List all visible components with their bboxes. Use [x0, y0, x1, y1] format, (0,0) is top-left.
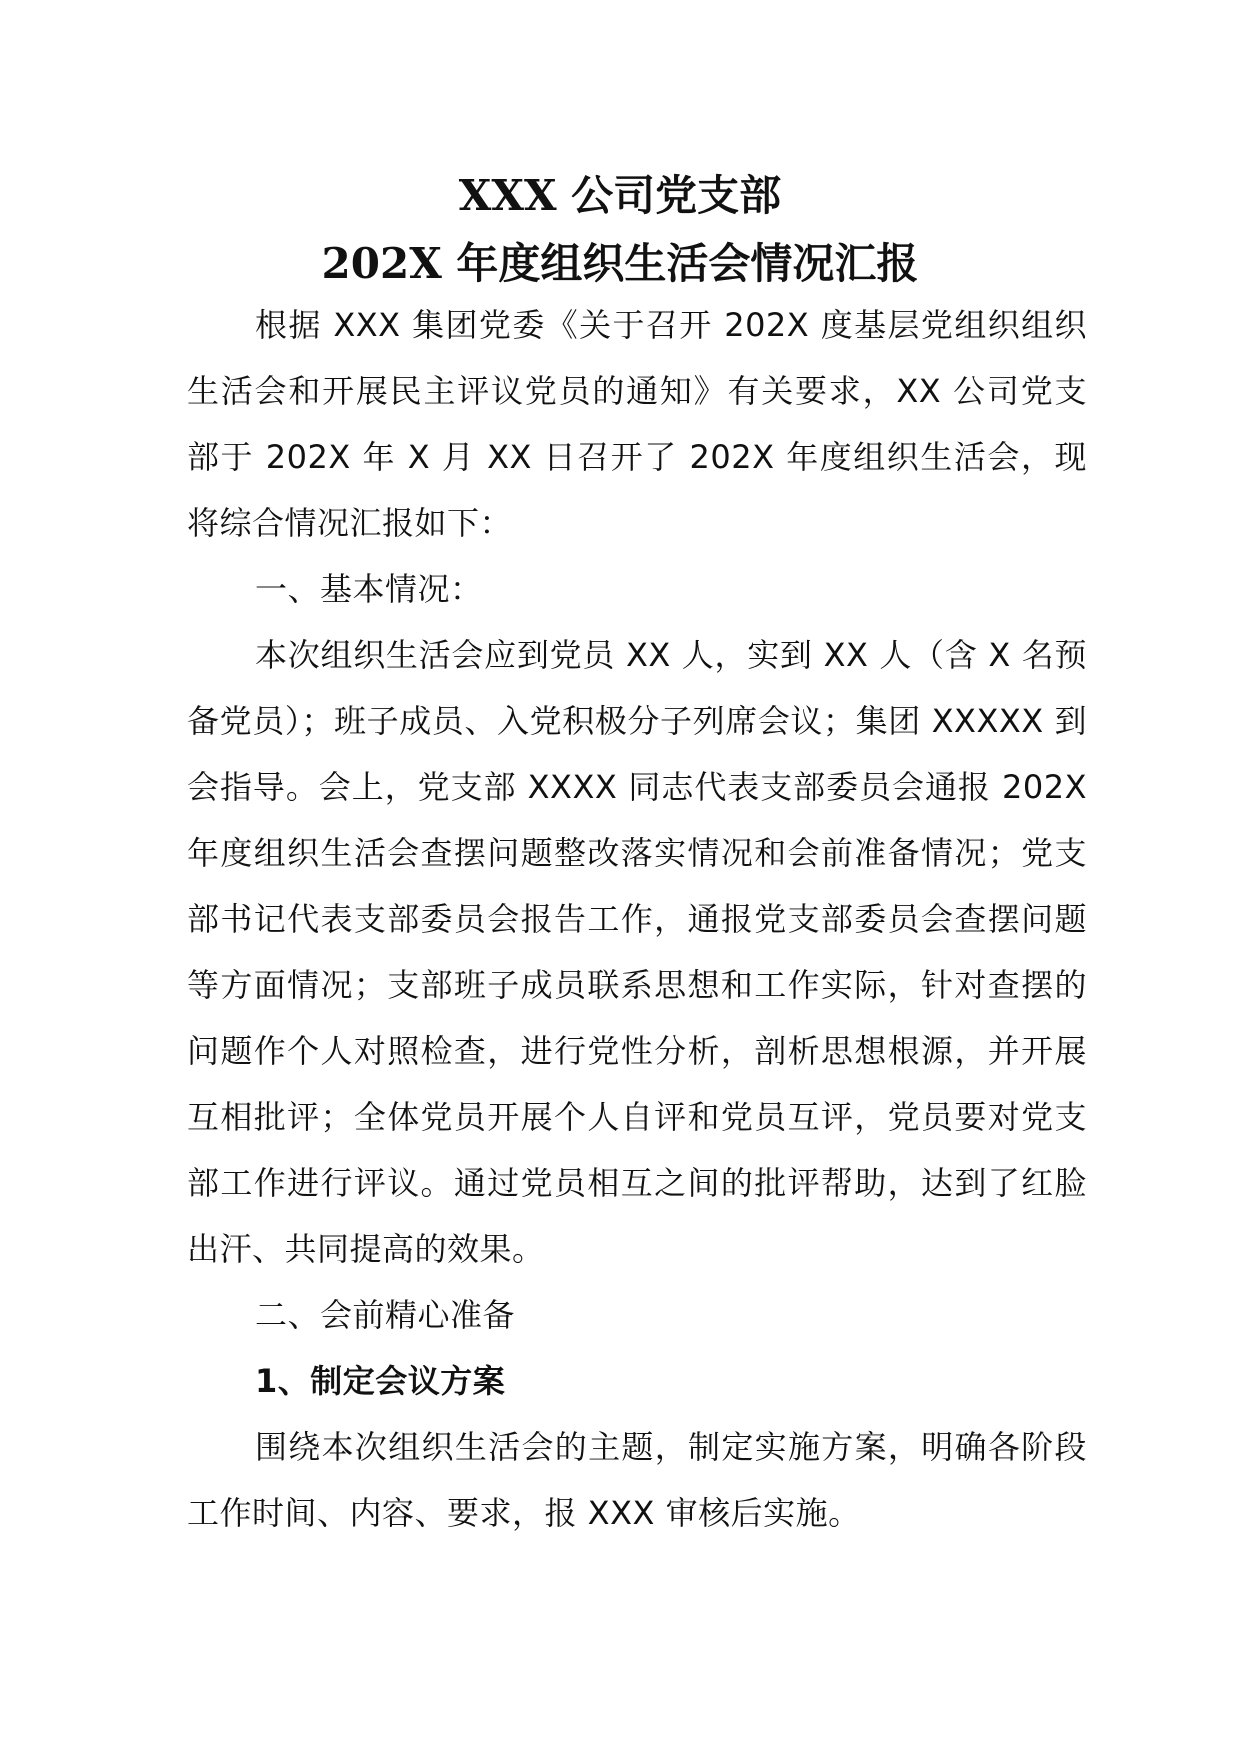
- document-title-line-2: 202X 年度组织生活会情况汇报: [321, 239, 919, 288]
- document-body: [187, 292, 1087, 1546]
- paragraph-meeting-plan: 围绕本次组织生活会的主题，制定实施方案，明确各阶段工作时间、内容、要求，报 XXX 审核后实施。: [187, 1428, 1087, 1532]
- document-title-line-1: XXX 公司党支部: [458, 171, 782, 220]
- paragraph-intro: 根据 XXX 集团党委《关于召开 202X 度基层党组织组织生活会和开展民主评议党员的通知》有关要求，XX 公司党支部于 202X 年 X 月 XX 日召开了 202X 年度组织生活会，现将综合情况汇报如下：: [187, 306, 1087, 542]
- section-heading-preparation: 二、会前精心准备: [255, 1296, 516, 1334]
- paragraph-basic-situation: 本次组织生活会应到党员 XX 人，实到 XX 人（含 X 名预备党员）；班子成员、入党积极分子列席会议；集团 XXXXX 到会指导。会上，党支部 XXXX 同志代表支部委员会通报 202X 年度组织生活会查摆问题整改落实情况和会前准备情况；党支部书记代表支部委员会报告工作，通报党支部委员会查摆问题等方面情况；支部班子成员联系思想和工作实际，针对查摆的问题作个人对照检查，进行党性分析，剖析思想根源，并开展互相批评；全体党员开展个人自评和党员互评，党员要对党支部工作进行评议。通过党员相互之间的批评帮助，达到了红脸出汗、共同提高的效果。: [187, 636, 1087, 1268]
- section-heading-basic-situation: 一、基本情况：: [255, 570, 483, 608]
- subsection-heading-meeting-plan: 1、制定会议方案: [255, 1362, 506, 1400]
